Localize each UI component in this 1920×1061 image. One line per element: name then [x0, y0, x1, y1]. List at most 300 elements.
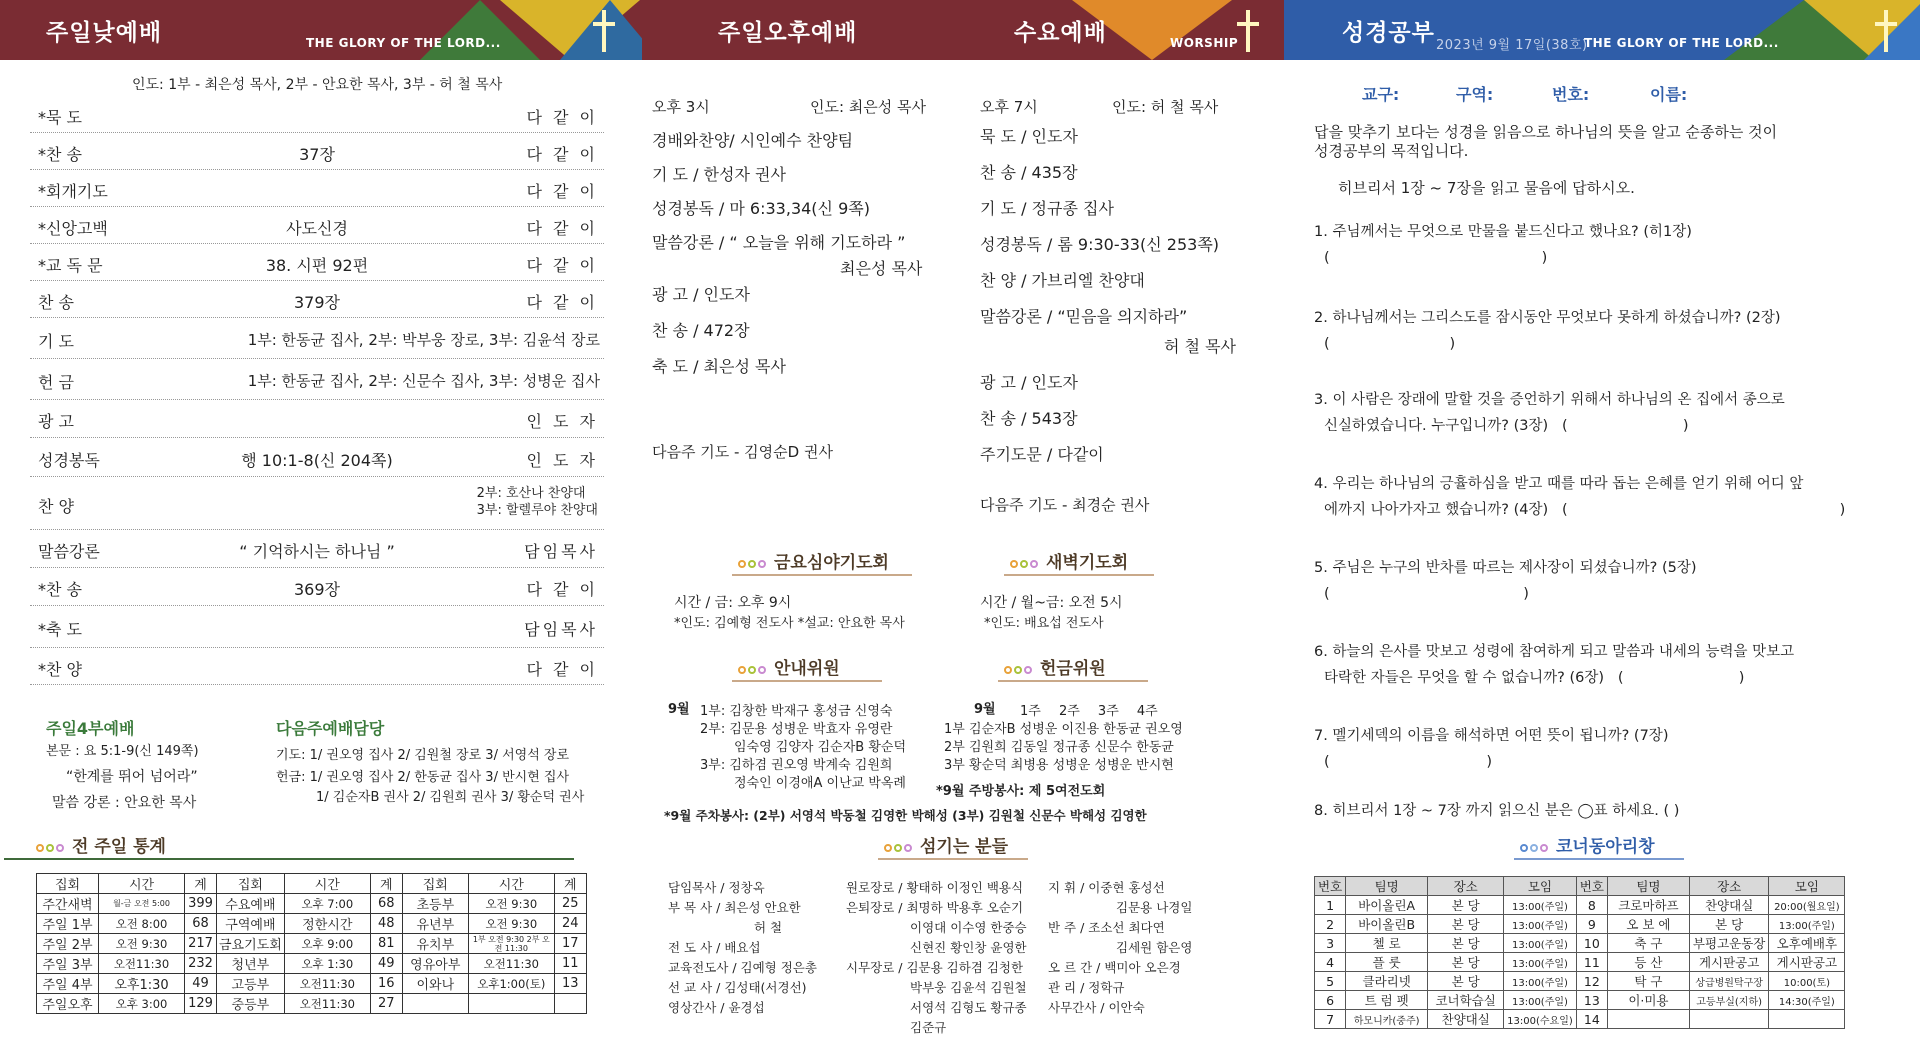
stats-cell: 11	[554, 954, 586, 974]
order-row	[30, 170, 604, 207]
club-cell: 바이올린B	[1346, 915, 1428, 934]
stats-cell: 영유아부	[402, 954, 468, 974]
club-cell: 14	[1576, 1010, 1607, 1029]
club-cell: 축 구	[1607, 934, 1689, 953]
wed-line: 성경봉독 / 롬 9:30-33(신 253쪽)	[980, 235, 1220, 254]
stats-cell: 오전 9:30	[99, 934, 185, 954]
answer-line: ( )	[1324, 586, 1529, 602]
stats-header-cell: 시간	[468, 874, 554, 894]
stats-cell	[554, 994, 586, 1014]
pm-line: 성경봉독 / 마 6:33,34(신 9쪽)	[652, 199, 870, 218]
ushers-title-text: 안내위원	[774, 659, 840, 679]
stats-cell: 오전 9:30	[468, 894, 554, 914]
order-row	[30, 438, 604, 477]
stats-cell: 주간새벽	[37, 894, 99, 914]
fourth-service-title: 주일4부예배	[46, 719, 135, 738]
dawn-time: 시간 / 월~금: 오전 5시	[980, 595, 1123, 611]
stats-title	[36, 832, 166, 857]
offering-row: 2부 김원희 김동일 정규종 신문수 한동균	[944, 740, 1174, 755]
club-cell: 크로마하프	[1607, 896, 1689, 915]
question: 1. 주님께서는 무엇으로 만물을 붙드신다고 했나요? (히1장)	[1314, 224, 1692, 240]
stats-cell: 1부 오전 9:30 2부 오전 11:30	[468, 934, 554, 954]
dots-icon	[884, 837, 914, 857]
order-row	[30, 359, 604, 400]
cross-icon	[602, 10, 606, 52]
banner-tag: THE GLORY OF THE LORD...	[306, 36, 501, 50]
order-row	[30, 568, 604, 606]
stats-header-cell: 계	[185, 874, 217, 894]
club-cell: 10:00(토)	[1769, 972, 1845, 991]
stats-header-cell: 집회	[217, 874, 285, 894]
club-cell: 2	[1315, 915, 1346, 934]
stats-cell	[402, 994, 468, 1014]
staff-title	[884, 832, 1008, 857]
dots-icon	[1010, 553, 1040, 573]
intro-line-2: 성경공부의 목적입니다.	[1314, 142, 1469, 160]
order-person: 2부: 호산나 찬양대 3부: 할렐루야 찬양대	[476, 486, 598, 518]
order-person: 담임목사	[524, 542, 598, 561]
divider	[4, 858, 574, 860]
next-week-prayer: 기도: 1/ 권오영 집사 2/ 김원철 장로 3/ 서영석 장로	[276, 748, 570, 763]
staff-line: 허 철	[754, 920, 783, 935]
stats-cell: 오후 9:00	[284, 934, 370, 954]
cross-icon	[1246, 10, 1250, 52]
banner	[1284, 0, 1920, 60]
stats-row	[37, 934, 587, 954]
order-row	[30, 281, 604, 318]
stats-cell: 27	[370, 994, 402, 1014]
club-cell: 7	[1315, 1010, 1346, 1029]
stats-cell: 주일 4부	[37, 974, 99, 994]
club-table	[1314, 876, 1845, 1029]
stats-cell: 68	[185, 914, 217, 934]
club-cell	[1689, 1010, 1768, 1029]
staff-line: 영상간사 / 윤경섭	[668, 1000, 765, 1015]
order-person: 인 도 자	[526, 412, 598, 431]
staff-line: 김문용 나경일	[1116, 900, 1193, 915]
order-person: 다 같 이	[526, 580, 598, 599]
wed-line: 기 도 / 정규종 집사	[980, 199, 1114, 218]
club-cell: 게시판공고	[1769, 953, 1845, 972]
offering-weeks: 1주 2주 3주 4주	[1020, 704, 1158, 719]
stats-cell: 24	[554, 914, 586, 934]
club-row	[1315, 896, 1845, 915]
parking-volunteer: *9월 주차봉사: (2부) 서영석 박동철 김영한 박해성 (3부) 김원철 신문수 박해성 김영한	[664, 808, 1147, 823]
order-item: 말씀강론	[38, 542, 100, 561]
choir-title	[1520, 832, 1655, 857]
order-item: 찬 송	[38, 292, 74, 312]
order-person: 다 같 이	[526, 144, 598, 164]
pm-leader: 인도: 최은성 목사	[810, 98, 927, 116]
label-district: 교구:	[1362, 85, 1400, 104]
stats-cell: 17	[554, 934, 586, 954]
instruction: 히브리서 1장 ~ 7장을 읽고 물음에 답하시오.	[1338, 179, 1635, 197]
staff-line: 부 목 사 / 최은성 안요한	[668, 900, 801, 915]
question: 2. 하나님께서는 그리스도를 잠시동안 무엇보다 못하게 하셨습니까? (2장)	[1314, 310, 1781, 326]
friday-leader: *인도: 김예형 전도사 *설교: 안요한 목사	[674, 616, 905, 631]
stats-cell: 월-금 오전 5:00	[99, 894, 185, 914]
club-cell: 13:00(수요일)	[1504, 1010, 1577, 1029]
stats-cell: 주일오후	[37, 994, 99, 1014]
club-cell: 상급병원탁구장	[1689, 972, 1768, 991]
banner-tag: WORSHIP	[1170, 36, 1239, 50]
staff-line: 시무장로 / 김문용 김하겸 김청한	[846, 960, 1024, 975]
order-item: 성경봉독	[38, 450, 100, 470]
dawn-leader: *인도: 배요섭 전도사	[984, 616, 1104, 631]
question: 7. 멜기세덱의 이름을 해석하면 어떤 뜻이 됩니까? (7장)	[1314, 728, 1669, 744]
club-cell: 13:00(주일)	[1504, 953, 1577, 972]
friday-time: 시간 / 금: 오후 9시	[674, 595, 792, 611]
stats-cell: 129	[185, 994, 217, 1014]
answer-line: 타락한 자들은 무엇을 할 수 없습니까? (6장) ( )	[1324, 670, 1745, 686]
stats-cell: 중등부	[217, 994, 285, 1014]
leader-line: 인도: 1부 - 최은성 목사, 2부 - 안요한 목사, 3부 - 허 철 목사	[132, 77, 503, 93]
order-person: 다 같 이	[526, 218, 598, 238]
offering-title-text: 헌금위원	[1040, 659, 1106, 679]
club-cell: 8	[1576, 896, 1607, 915]
staff-title-text: 섬기는 분들	[920, 837, 1009, 857]
staff-line: 반 주 / 조소선 최다연	[1048, 920, 1165, 935]
club-cell: 12	[1576, 972, 1607, 991]
staff-line: 이영대 이수영 한중승	[910, 920, 1027, 935]
answer-line: ( )	[1324, 754, 1493, 770]
stats-cell: 16	[370, 974, 402, 994]
stats-cell: 오전 9:30	[468, 914, 554, 934]
club-cell: 부평고운동장	[1689, 934, 1768, 953]
club-cell: 게시판공고	[1689, 953, 1768, 972]
next-week-offering: 헌금: 1/ 권오영 집사 2/ 한동균 집사 3/ 반시현 집사	[276, 770, 570, 785]
club-cell: 9	[1576, 915, 1607, 934]
usher-row: 3부: 김하겸 권오영 박계숙 김원희	[700, 758, 893, 773]
question: 6. 하늘의 은사를 맛보고 성령에 참여하게 되고 말씀과 내세의 능력을 맛보고	[1314, 644, 1795, 660]
club-cell: 트 럼 펫	[1346, 991, 1428, 1010]
stats-cell: 수요예배	[217, 894, 285, 914]
wed-line: 주기도문 / 다같이	[980, 445, 1104, 464]
stats-cell: 구역예배	[217, 914, 285, 934]
pm-line: 말씀강론 / “ 오늘을 위해 기도하라 ”	[652, 233, 906, 252]
order-item: *회개기도	[38, 181, 108, 201]
staff-line: 담임목사 / 정창옥	[668, 880, 765, 895]
stats-cell: 오전11:30	[284, 994, 370, 1014]
staff-line: 선 교 사 / 김성태(서경선)	[668, 980, 807, 995]
club-cell: 찬양대실	[1428, 1010, 1504, 1029]
club-cell: 탁 구	[1607, 972, 1689, 991]
offering-month: 9월	[974, 702, 996, 717]
staff-line: 은퇴장로 / 최명하 박용후 오순기	[846, 900, 1024, 915]
club-cell: 5	[1315, 972, 1346, 991]
stats-row	[37, 954, 587, 974]
stats-cell: 49	[370, 954, 402, 974]
order-content: 행 10:1-8(신 204쪽)	[241, 450, 393, 470]
wed-line: 찬 양 / 가브리엘 찬양대	[980, 271, 1145, 290]
dawn-title-text: 새벽기도회	[1046, 553, 1129, 573]
stats-cell: 유년부	[402, 914, 468, 934]
club-cell: 본 당	[1689, 915, 1768, 934]
fourth-service-text: 본문 : 요 5:1-9(신 149쪽)	[46, 744, 199, 759]
intro-line-1: 답을 맞추기 보다는 성경을 읽음으로 하나님의 뜻을 알고 순종하는 것이	[1314, 123, 1778, 141]
staff-line: 원로장로 / 황태하 이정인 백용식	[846, 880, 1024, 895]
divider	[1514, 858, 1684, 860]
order-row	[30, 477, 604, 530]
pm-line: 기 도 / 한성자 권사	[652, 165, 786, 184]
order-item: 찬 양	[38, 496, 74, 516]
stats-cell: 이와나	[402, 974, 468, 994]
staff-line: 서영석 김형도 황규종	[910, 1000, 1027, 1015]
order-person: 다 같 이	[526, 659, 598, 679]
order-content: 1부: 한동균 집사, 2부: 신문수 집사, 3부: 성병운 집사	[247, 371, 600, 390]
club-cell: 본 당	[1428, 972, 1504, 991]
divider	[732, 574, 912, 576]
stats-cell: 정한시간	[284, 914, 370, 934]
dots-icon	[36, 837, 66, 857]
label-name: 이름:	[1650, 85, 1688, 104]
order-row	[30, 96, 604, 133]
order-row	[30, 530, 604, 568]
stats-cell: 68	[370, 894, 402, 914]
club-cell: 13:00(주일)	[1504, 934, 1577, 953]
pm-line: 축 도 / 최은성 목사	[652, 357, 786, 376]
stats-table	[36, 873, 587, 1014]
wed-line: 말씀강론 / “믿음을 의지하라”	[980, 307, 1188, 326]
club-header-cell: 장소	[1428, 877, 1504, 896]
staff-line: 관 리 / 정학규	[1048, 980, 1125, 995]
club-cell: 고등부실(지하)	[1689, 991, 1768, 1010]
stats-header-cell: 시간	[284, 874, 370, 894]
staff-line: 신현진 황인창 윤영한	[910, 940, 1027, 955]
stats-cell: 오후1:00(토)	[468, 974, 554, 994]
order-item: 헌 금	[38, 372, 74, 392]
stats-cell	[468, 994, 554, 1014]
fourth-service-preacher: 말씀 강론 : 안요한 목사	[52, 795, 197, 811]
club-row	[1315, 953, 1845, 972]
club-cell: 20:00(월요일)	[1769, 896, 1845, 915]
club-cell: 4	[1315, 953, 1346, 972]
ushers-title	[738, 654, 840, 679]
usher-row: 2부: 김문용 성병운 박효자 유영란	[700, 722, 893, 737]
usher-row: 임숙영 김양자 김순자B 황순덕	[734, 740, 907, 755]
stats-cell: 오후 3:00	[99, 994, 185, 1014]
order-person: 인 도 자	[526, 450, 598, 470]
staff-line: 교육전도사 / 김예형 정은총	[668, 960, 817, 975]
club-cell: 클라리넷	[1346, 972, 1428, 991]
club-cell: 플 룻	[1346, 953, 1428, 972]
stats-cell: 232	[185, 954, 217, 974]
club-cell: 13:00(주일)	[1504, 991, 1577, 1010]
stats-row	[37, 994, 587, 1014]
order-person: 다 같 이	[526, 292, 598, 312]
question: 5. 주님은 누구의 반차를 따르는 제사장이 되셨습니까? (5장)	[1314, 560, 1697, 576]
answer-line: 신실하였습니다. 누구입니까? (3장) ( )	[1324, 418, 1689, 434]
stats-cell: 오후 7:00	[284, 894, 370, 914]
stats-header-cell: 집회	[37, 874, 99, 894]
wed-line: 찬 송 / 435장	[980, 163, 1078, 182]
stats-cell: 49	[185, 974, 217, 994]
club-cell: 하모니카(중주)	[1346, 1010, 1428, 1029]
club-cell: 13:00(주일)	[1504, 972, 1577, 991]
club-cell: 본 당	[1428, 915, 1504, 934]
club-row	[1315, 1010, 1845, 1029]
club-header-cell: 번호	[1315, 877, 1346, 896]
divider	[1004, 574, 1154, 576]
club-cell: 오 보 에	[1607, 915, 1689, 934]
stats-header-cell: 집회	[402, 874, 468, 894]
question: 4. 우리는 하나님의 긍휼하심을 받고 때를 따라 돕는 은혜를 얻기 위해 어디 앞	[1314, 476, 1804, 492]
staff-line: 사무간사 / 이안숙	[1048, 1000, 1145, 1015]
label-group: 구역:	[1456, 85, 1494, 104]
bible-study-panel	[1284, 0, 1920, 1061]
answer-line: ( )	[1324, 336, 1456, 352]
stats-row	[37, 894, 587, 914]
wed-line: 찬 송 / 543장	[980, 409, 1078, 428]
stats-cell: 오후 1:30	[284, 954, 370, 974]
club-cell: 14:30(주일)	[1769, 991, 1845, 1010]
question: 8. 히브리서 1장 ~ 7장 까지 읽으신 분은 ◯표 하세요. ( )	[1314, 803, 1680, 819]
dawn-title	[1010, 548, 1128, 573]
kitchen-volunteer: *9월 주방봉사: 제 5여전도회	[936, 784, 1106, 799]
stats-cell: 오전11:30	[284, 974, 370, 994]
afternoon-wednesday-panel	[642, 0, 1284, 1061]
wed-line: 허 철 목사	[1164, 337, 1236, 356]
answer-line: ( )	[1324, 250, 1548, 266]
stats-cell: 오전11:30	[99, 954, 185, 974]
club-cell: 코너학습실	[1428, 991, 1504, 1010]
stats-cell: 주일 3부	[37, 954, 99, 974]
order-row	[30, 244, 604, 281]
panel-title: 성경공부	[1342, 20, 1435, 46]
stats-cell: 399	[185, 894, 217, 914]
stats-cell: 초등부	[402, 894, 468, 914]
staff-line: 오 르 간 / 백미아 오은경	[1048, 960, 1181, 975]
staff-line: 전 도 사 / 배요섭	[668, 940, 761, 955]
order-content: 사도신경	[286, 218, 348, 238]
order-row	[30, 400, 604, 438]
order-item: *신앙고백	[38, 218, 108, 238]
dots-icon	[738, 553, 768, 573]
wed-line: 광 고 / 인도자	[980, 373, 1078, 392]
banner	[0, 0, 642, 60]
dots-icon	[1004, 659, 1034, 679]
stats-row	[37, 914, 587, 934]
pm-line: 최은성 목사	[840, 259, 923, 278]
order-row	[30, 318, 604, 359]
stats-cell: 청년부	[217, 954, 285, 974]
next-week-title: 다음주예배담당	[276, 719, 385, 738]
order-content: 37장	[299, 144, 335, 164]
staff-line: 김준규	[910, 1020, 947, 1035]
stats-cell: 주일 1부	[37, 914, 99, 934]
wed-leader: 인도: 허 철 목사	[1112, 98, 1219, 116]
stats-header-cell: 계	[554, 874, 586, 894]
offering-row: 3부 황순덕 최병용 성병운 성병운 반시현	[944, 758, 1174, 773]
order-item: *찬 송	[38, 144, 82, 164]
stats-cell: 오전11:30	[468, 954, 554, 974]
club-header-cell: 모임	[1504, 877, 1577, 896]
friday-title	[738, 548, 889, 573]
club-cell: 본 당	[1428, 953, 1504, 972]
club-cell: 3	[1315, 934, 1346, 953]
divider	[878, 858, 1028, 860]
banner-decor	[560, 0, 642, 60]
order-content: “ 기억하시는 하나님 ”	[239, 542, 395, 561]
order-item: *묵 도	[38, 107, 82, 127]
club-row	[1315, 972, 1845, 991]
order-item: *찬 송	[38, 580, 82, 599]
club-header-cell: 팀명	[1346, 877, 1428, 896]
next-week-offering-2: 1/ 김순자B 권사 2/ 김원희 권사 3/ 황순덕 권사	[316, 790, 585, 805]
order-row	[30, 207, 604, 244]
staff-line: 박부웅 김윤석 김원철	[910, 980, 1027, 995]
stats-header-cell: 시간	[99, 874, 185, 894]
stats-header-cell: 계	[370, 874, 402, 894]
issue-date: 2023년 9월 17일(38호)	[1436, 38, 1588, 53]
stats-row	[37, 974, 587, 994]
pm-next-prayer: 다음주 기도 - 김영순D 권사	[652, 443, 833, 461]
answer-line: 에까지 나아가자고 했습니까? (4장) ( )	[1324, 502, 1846, 518]
stats-cell: 금요기도회	[217, 934, 285, 954]
order-person: 다 같 이	[526, 181, 598, 201]
club-cell: 6	[1315, 991, 1346, 1010]
stats-cell: 13	[554, 974, 586, 994]
cross-icon	[1884, 10, 1888, 52]
club-cell: 본 당	[1428, 896, 1504, 915]
club-cell: 13:00(주일)	[1504, 915, 1577, 934]
order-content: 38. 시편 92편	[265, 255, 369, 275]
divider	[732, 680, 882, 682]
stats-cell: 주일 2부	[37, 934, 99, 954]
divider	[998, 680, 1148, 682]
panel-title-afternoon: 주일오후예배	[718, 20, 858, 46]
usher-row: 1부: 김창한 박재구 홍성금 신영숙	[700, 704, 893, 719]
panel-title-wednesday: 수요예배	[1014, 20, 1107, 46]
usher-row: 정숙인 이경애A 이난교 박옥례	[734, 776, 906, 791]
order-person: 다 같 이	[526, 107, 598, 127]
club-header-cell: 장소	[1689, 877, 1768, 896]
stats-cell: 217	[185, 934, 217, 954]
club-header-cell: 번호	[1576, 877, 1607, 896]
banner-decor	[1864, 0, 1920, 60]
order-row	[30, 648, 604, 685]
wed-next-prayer: 다음주 기도 - 최경순 권사	[980, 496, 1150, 514]
club-header-cell: 모임	[1769, 877, 1845, 896]
banner	[642, 0, 1284, 60]
sunday-service-panel	[0, 0, 642, 1061]
order-item: *축 도	[38, 620, 82, 639]
pm-line: 경배와찬양/ 시인예수 찬양팀	[652, 131, 854, 150]
club-cell: 1	[1315, 896, 1346, 915]
club-cell: 이·미용	[1607, 991, 1689, 1010]
order-person: 다 같 이	[526, 255, 598, 275]
club-cell: 13:00(주일)	[1769, 915, 1845, 934]
order-item: 기 도	[38, 331, 74, 351]
club-cell: 본 당	[1428, 934, 1504, 953]
stats-cell: 오후1:30	[99, 974, 185, 994]
club-row	[1315, 934, 1845, 953]
stats-cell: 81	[370, 934, 402, 954]
club-cell: 바이올린A	[1346, 896, 1428, 915]
stats-cell: 유치부	[402, 934, 468, 954]
club-cell: 13	[1576, 991, 1607, 1010]
club-cell: 찬양대실	[1689, 896, 1768, 915]
order-item: 광 고	[38, 412, 74, 431]
club-cell: 첼 로	[1346, 934, 1428, 953]
panel-title: 주일낮예배	[46, 20, 163, 46]
wed-time: 오후 7시	[980, 98, 1038, 116]
order-row	[30, 606, 604, 648]
club-cell: 11	[1576, 953, 1607, 972]
friday-title-text: 금요심야기도회	[774, 553, 889, 573]
banner-tag: THE GLORY OF THE LORD...	[1584, 36, 1779, 50]
pm-line: 찬 송 / 472장	[652, 321, 750, 340]
